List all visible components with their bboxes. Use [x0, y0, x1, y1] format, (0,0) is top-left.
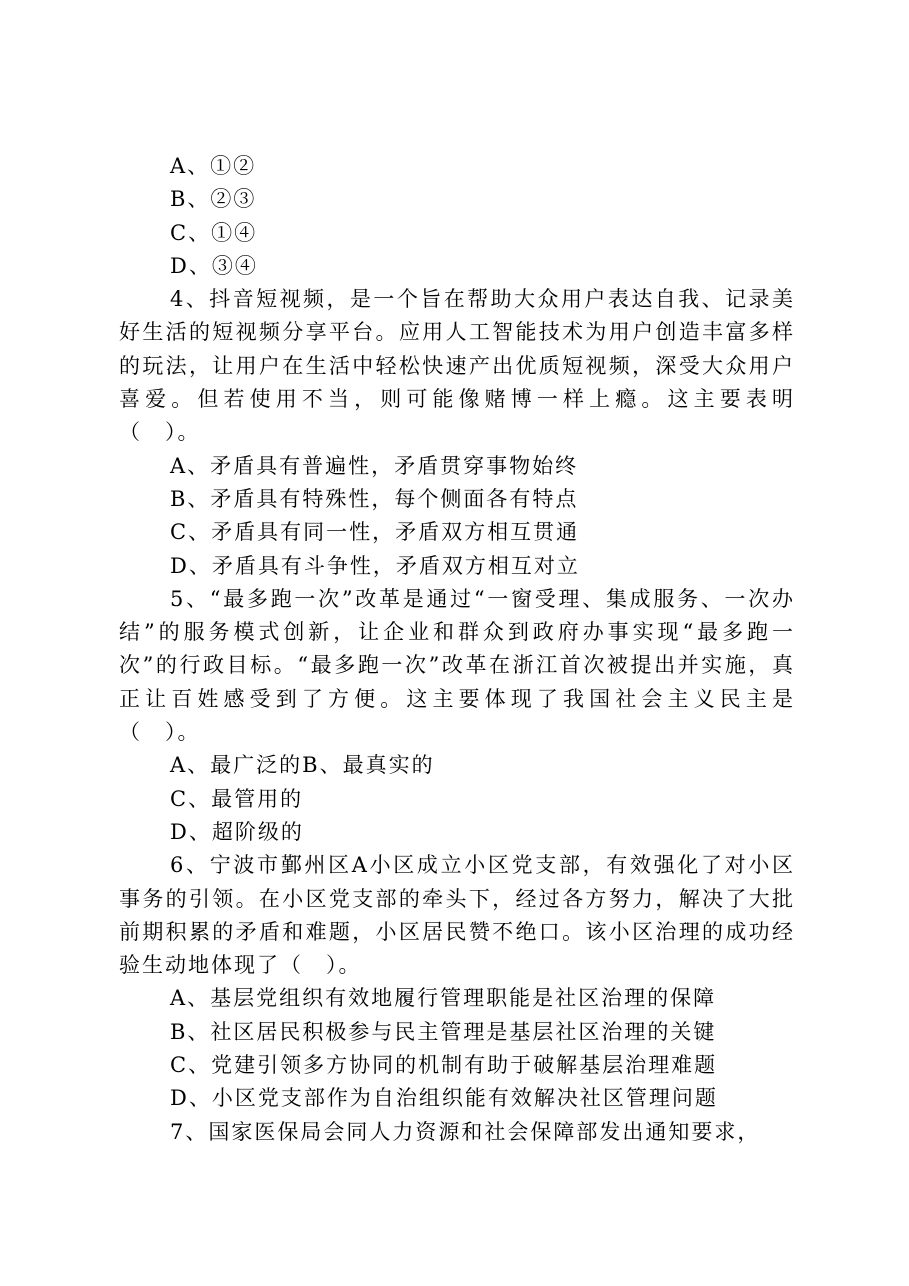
question-5: 5、“最多跑一次”改革是通过“一窗受理、集成服务、一次办结”的服务模式创新，让企业和群众到政府办事实现“最多跑一次”的行政目标。“最多跑一次”改革在浙江首次被提出并实施，真正让百姓感受到了方便。这主要体现了我国社会主义民主是（ ）。 — [119, 586, 795, 745]
option-4-b: B、矛盾具有特殊性，每个侧面各有特点 — [170, 486, 579, 511]
option-5-d: D、超阶级的 — [170, 819, 304, 844]
option-4-c: C、矛盾具有同一性，矛盾双方相互贯通 — [170, 520, 580, 545]
option-6-b: B、社区居民积极参与民主管理是基层社区治理的关键 — [170, 1019, 717, 1044]
option-6-d: D、小区党支部作为自治组织能有效解决社区管理问题 — [170, 1086, 718, 1111]
option-3-a: A、①② — [170, 154, 257, 178]
question-7: 7、国家医保局会同人力资源和社会保障部发出通知要求， — [170, 1119, 761, 1144]
option-5-c: C、最管用的 — [170, 786, 304, 811]
document-page — [119, 150, 795, 1149]
option-5-ab: A、最广泛的B、最真实的 — [170, 753, 435, 778]
option-4-d: D、矛盾具有斗争性，矛盾双方相互对立 — [170, 553, 580, 578]
option-3-b: B、②③ — [170, 187, 257, 212]
option-4-a: A、矛盾具有普遍性，矛盾贯穿事物始终 — [170, 453, 579, 478]
option-6-a: A、基层党组织有效地履行管理职能是社区治理的保障 — [170, 986, 717, 1011]
question-6: 6、宁波市鄞州区A小区成立小区党支部，有效强化了对小区事务的引领。在小区党支部的牵头下，经过各方努力，解决了大批前期积累的矛盾和难题，小区居民赞不绝口。该小区治理的成功经验生动地体现了（ ）。 — [119, 853, 795, 978]
option-3-d: D、③④ — [170, 253, 258, 278]
option-3-c: C、①④ — [170, 220, 258, 245]
option-6-c: C、党建引领多方协同的机制有助于破解基层治理难题 — [170, 1053, 718, 1078]
question-4: 4、抖音短视频，是一个旨在帮助大众用户表达自我、记录美好生活的短视频分享平台。应用人工智能技术为用户创造丰富多样的玩法，让用户在生活中轻松快速产出优质短视频，深受大众用户喜爱。但若使用不当，则可能像赌博一样上瘾。这主要表明（ ）。 — [119, 287, 795, 445]
